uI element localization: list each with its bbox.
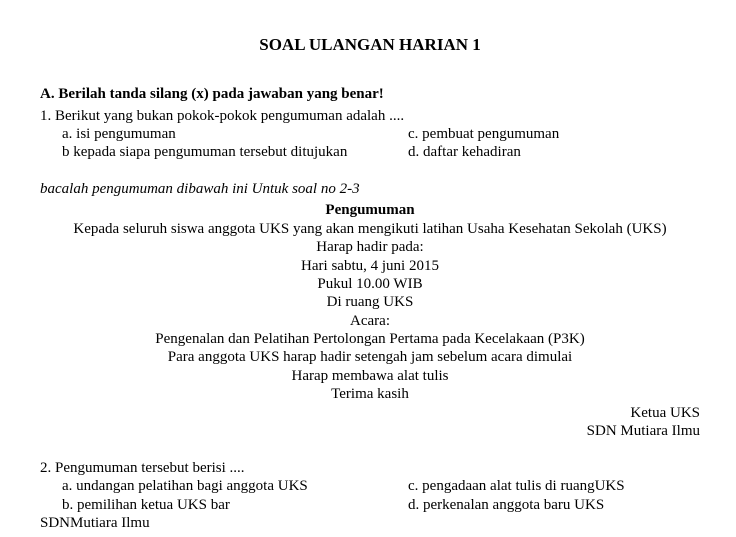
q2-option-a: a. undangan pelatihan bagi anggota UKS	[62, 478, 308, 494]
announcement-line: Di ruang UKS	[326, 294, 414, 310]
q2-option-d: d. perkenalan anggota baru UKS	[408, 497, 605, 513]
signature-role: Ketua UKS	[630, 405, 700, 421]
announcement-line: Pengenalan dan Pelatihan Pertolongan Pertama pada Kecelakaan (P3K)	[155, 331, 585, 347]
announcement-line: Kepada seluruh siswa anggota UKS yang akan mengikuti latihan Usaha Kesehatan Sekolah (UKS)	[73, 221, 667, 237]
announcement-line: Acara:	[350, 313, 390, 329]
reading-instruction: bacalah pengumuman dibawah ini Untuk soal no 2-3	[40, 181, 360, 197]
q1-option-c: c. pembuat pengumuman	[408, 126, 560, 142]
announcement-line: Pukul 10.00 WIB	[317, 276, 423, 292]
announcement-line: Harap hadir pada:	[316, 239, 424, 255]
page-title: SOAL ULANGAN HARIAN 1	[259, 35, 481, 54]
q1-option-b: b kepada siapa pengumuman tersebut ditujukan	[62, 144, 348, 160]
q2-option-b-continued: SDNMutiara Ilmu	[40, 515, 150, 531]
announcement-line: Hari sabtu, 4 juni 2015	[301, 258, 439, 274]
announcement-line: Harap membawa alat tulis	[291, 368, 449, 384]
announcement-line: Terima kasih	[331, 386, 409, 402]
signature-org: SDN Mutiara Ilmu	[586, 423, 700, 439]
section-a-heading: A. Berilah tanda silang (x) pada jawaban yang benar!	[40, 86, 384, 102]
q2-question: 2. Pengumuman tersebut berisi ....	[40, 460, 245, 476]
q1-option-a: a. isi pengumuman	[62, 126, 176, 142]
q1-option-d: d. daftar kehadiran	[408, 144, 521, 160]
announcement-heading: Pengumuman	[325, 202, 415, 218]
announcement-line: Para anggota UKS harap hadir setengah jam sebelum acara dimulai	[167, 349, 573, 365]
q1-question: 1. Berikut yang bukan pokok-pokok pengumuman adalah ....	[40, 108, 405, 124]
q2-option-b: b. pemilihan ketua UKS bar	[62, 497, 230, 513]
q2-option-c: c. pengadaan alat tulis di ruangUKS	[408, 478, 625, 494]
